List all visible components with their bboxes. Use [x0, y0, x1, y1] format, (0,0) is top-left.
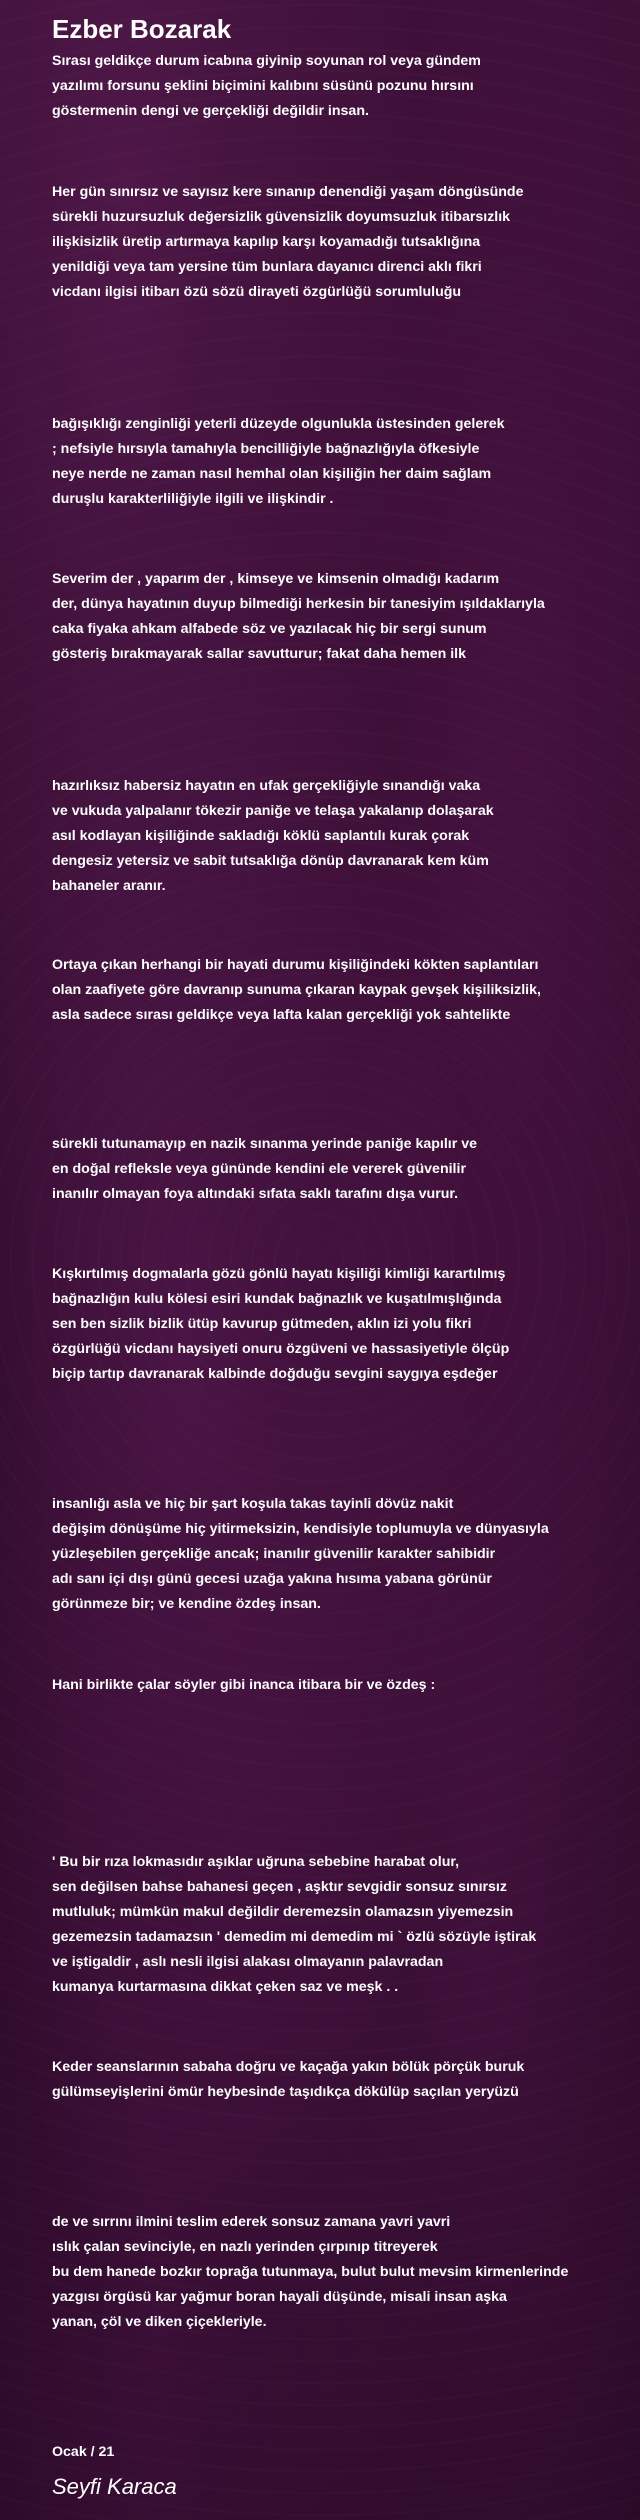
poem-line: asıl kodlayan kişiliğinde sakladığı köklü saplantılı kurak çorak [52, 828, 470, 844]
poem-line: inanılır olmayan foya altındaki sıfata saklı tarafını dışa vurur. [52, 1186, 459, 1202]
poem-line: bağnazlığın kulu kölesi esiri kundak bağnazlık ve kuşatılmışlığında [52, 1291, 502, 1307]
poem-line: Keder seanslarının sabaha doğru ve kaçağa yakın bölük pörçük buruk [52, 2059, 525, 2075]
stanza-7 [52, 1132, 638, 1207]
poem-title: Ezber Bozarak [52, 14, 232, 44]
poem-line: bağışıklığı zenginliği yeterli düzeyde olgunlukla üstesinden gelerek [52, 416, 505, 432]
poem-line: en doğal refleksle veya gününde kendini ele vererek güvenilir [52, 1161, 466, 1177]
poem-line: göstermenin dengi ve gerçekliği değildir insan. [52, 103, 369, 119]
poem-author: Seyfi Karaca [52, 2474, 177, 2499]
poem-line: asla sadece sırası geldikçe veya lafta kalan gerçekliği yok sahtelikte [52, 1007, 511, 1023]
poem-line: özgürlüğü vicdanı haysiyeti onuru özgüveni ve hassasiyetiyle ölçüp [52, 1341, 510, 1357]
poem-line: kumanya kurtarmasına dikkat çeken saz ve meşk . . [52, 1979, 399, 1995]
poem-line: Ortaya çıkan herhangi bir hayati durumu kişiliğindeki kökten saplantıları [52, 957, 539, 973]
stanza-11 [52, 1850, 638, 2000]
poem-line: neye nerde ne zaman nasıl hemhal olan kişiliğin her daim sağlam [52, 466, 492, 482]
poem-line: yazgısı örgüsü kar yağmur boran hayali düşünde, misali insan aşka [52, 2289, 507, 2305]
poem-line: duruşlu karakterliliğiyle ilgili ve ilişkindir . [52, 491, 334, 507]
poem-line: hazırlıksız habersiz hayatın en ufak gerçekliğiyle sınandığı vaka [52, 778, 481, 794]
poem-line: ve vukuda yalpalanır tökezir paniğe ve telaşa yakalanıp dolaşarak [52, 803, 494, 819]
poem-line: adı sanı içi dışı günü gecesi uzağa yakına hısıma yabana görünür [52, 1571, 492, 1587]
poem-line: biçip tartıp davranarak kalbinde doğduğu sevgini saygıya eşdeğer [52, 1366, 498, 1382]
stanza-8 [52, 1262, 638, 1387]
poem-line: yenildiği veya tam yersine tüm bunlara dayanıcı direnci aklı fikri [52, 259, 482, 275]
poem-line: bahaneler aranır. [52, 878, 166, 894]
poem-line: bu dem hanede bozkır toprağa tutunmaya, bulut bulut mevsim kirmenlerinde [52, 2264, 569, 2280]
stanza-4 [52, 567, 638, 667]
poem-line: sürekli huzursuzluk değersizlik güvensizlik doyumsuzluk itibarsızlık [52, 209, 511, 225]
stanza-1 [52, 49, 638, 124]
stanza-2 [52, 180, 638, 305]
poem-line: ıslık çalan sevinciyle, en nazlı yerinden çırpınıp titreyerek [52, 2239, 438, 2255]
poem-line: ilişkisizlik üretip artırmaya kapılıp karşı koyamadığı tutsaklığına [52, 234, 481, 250]
stanza-6 [52, 953, 638, 1028]
poem-line: yanan, çöl ve diken çiçekleriyle. [52, 2314, 267, 2330]
stanza-3 [52, 412, 638, 512]
poem-line: gülümseyişlerini ömür heybesinde taşıdıkça dökülüp saçılan yeryüzü [52, 2084, 519, 2100]
poem-line: mutluluk; mümkün makul değildir deremezsin olamazsın yiyemezsin [52, 1904, 514, 1920]
poem-line: insanlığı asla ve hiç bir şart koşula takas tayinli dövüz nakit [52, 1496, 454, 1512]
poem-line: ' Bu bir rıza lokmasıdır aşıklar uğruna sebebine harabat olur, [52, 1854, 460, 1870]
poem-line: ; nefsiyle hırsıyla tamahıyla bencilliğiyle bağnazlığıyla öfkesiyle [52, 441, 480, 457]
stanza-12 [52, 2055, 638, 2105]
poem-line: yazılımı forsunu şeklini biçimini kalıbını süsünü pozunu hırsını [52, 78, 474, 94]
poem-line: görünmeze bir; ve kendine özdeş insan. [52, 1596, 321, 1612]
stanza-10 [52, 1673, 638, 1698]
poem-line: der, dünya hayatının duyup bilmediği herkesin bir tanesiyim ışıldaklarıyla [52, 596, 545, 612]
poem-line: olan zaafiyete göre davranıp sunuma çıkaran kaypak gevşek kişiliksizlik, [52, 982, 541, 998]
poem-line: Her gün sınırsız ve sayısız kere sınanıp denendiği yaşam döngüsünde [52, 184, 524, 200]
poem-line: Sırası geldikçe durum icabına giyinip soyunan rol veya gündem [52, 53, 481, 69]
poem-line: Hani birlikte çalar söyler gibi inanca itibara bir ve özdeş : [52, 1677, 436, 1693]
poem-line: vicdanı ilgisi itibarı özü sözü dirayeti özgürlüğü sorumluluğu [52, 284, 462, 300]
poem-line: gezemezsin tadamazsın ' demedim mi demedim mi ` özlü sözüyle iştirak [52, 1929, 537, 1945]
poem-line: sen ben sizlik bizlik ütüp kavurup gütmeden, aklın izi yolu fikri [52, 1316, 472, 1332]
stanza-5 [52, 774, 638, 899]
poem-line: yüzleşebilen gerçekliğe ancak; inanılır güvenilir karakter sahibidir [52, 1546, 496, 1562]
poem-line: Kışkırtılmış dogmalarla gözü gönlü hayatı kişiliği kimliği karartılmış [52, 1266, 506, 1282]
poem-line: sen değilsen bahse bahanesi geçen , aşktır sevgidir sonsuz sınırsız [52, 1879, 507, 1895]
poem-line: değişim dönüşüme hiç yitirmeksizin, kendisiyle toplumuyla ve dünyasıyla [52, 1521, 549, 1537]
poem-line: dengesiz yetersiz ve sabit tutsaklığa dönüp davranarak kem küm [52, 853, 489, 869]
stanza-9 [52, 1492, 638, 1617]
poem-line: de ve sırrını ilmini teslim ederek sonsuz zamana yavri yavri [52, 2214, 451, 2230]
poem-line: Severim der , yaparım der , kimseye ve kimsenin olmadığı kadarım [52, 571, 500, 587]
poem-line: caka fiyaka ahkam alfabede söz ve yazılacak hiç bir sergi sunum [52, 621, 487, 637]
poem-line: ve iştigaldir , aslı nesli ilgisi alakası olmayanın palavradan [52, 1954, 444, 1970]
poem-line: sürekli tutunamayıp en nazik sınanma yerinde paniğe kapılır ve [52, 1136, 477, 1152]
stanza-13 [52, 2210, 638, 2335]
poem-line: gösteriş bırakmayarak sallar savutturur; fakat daha hemen ilk [52, 646, 466, 662]
poem-date: Ocak / 21 [52, 2444, 115, 2460]
